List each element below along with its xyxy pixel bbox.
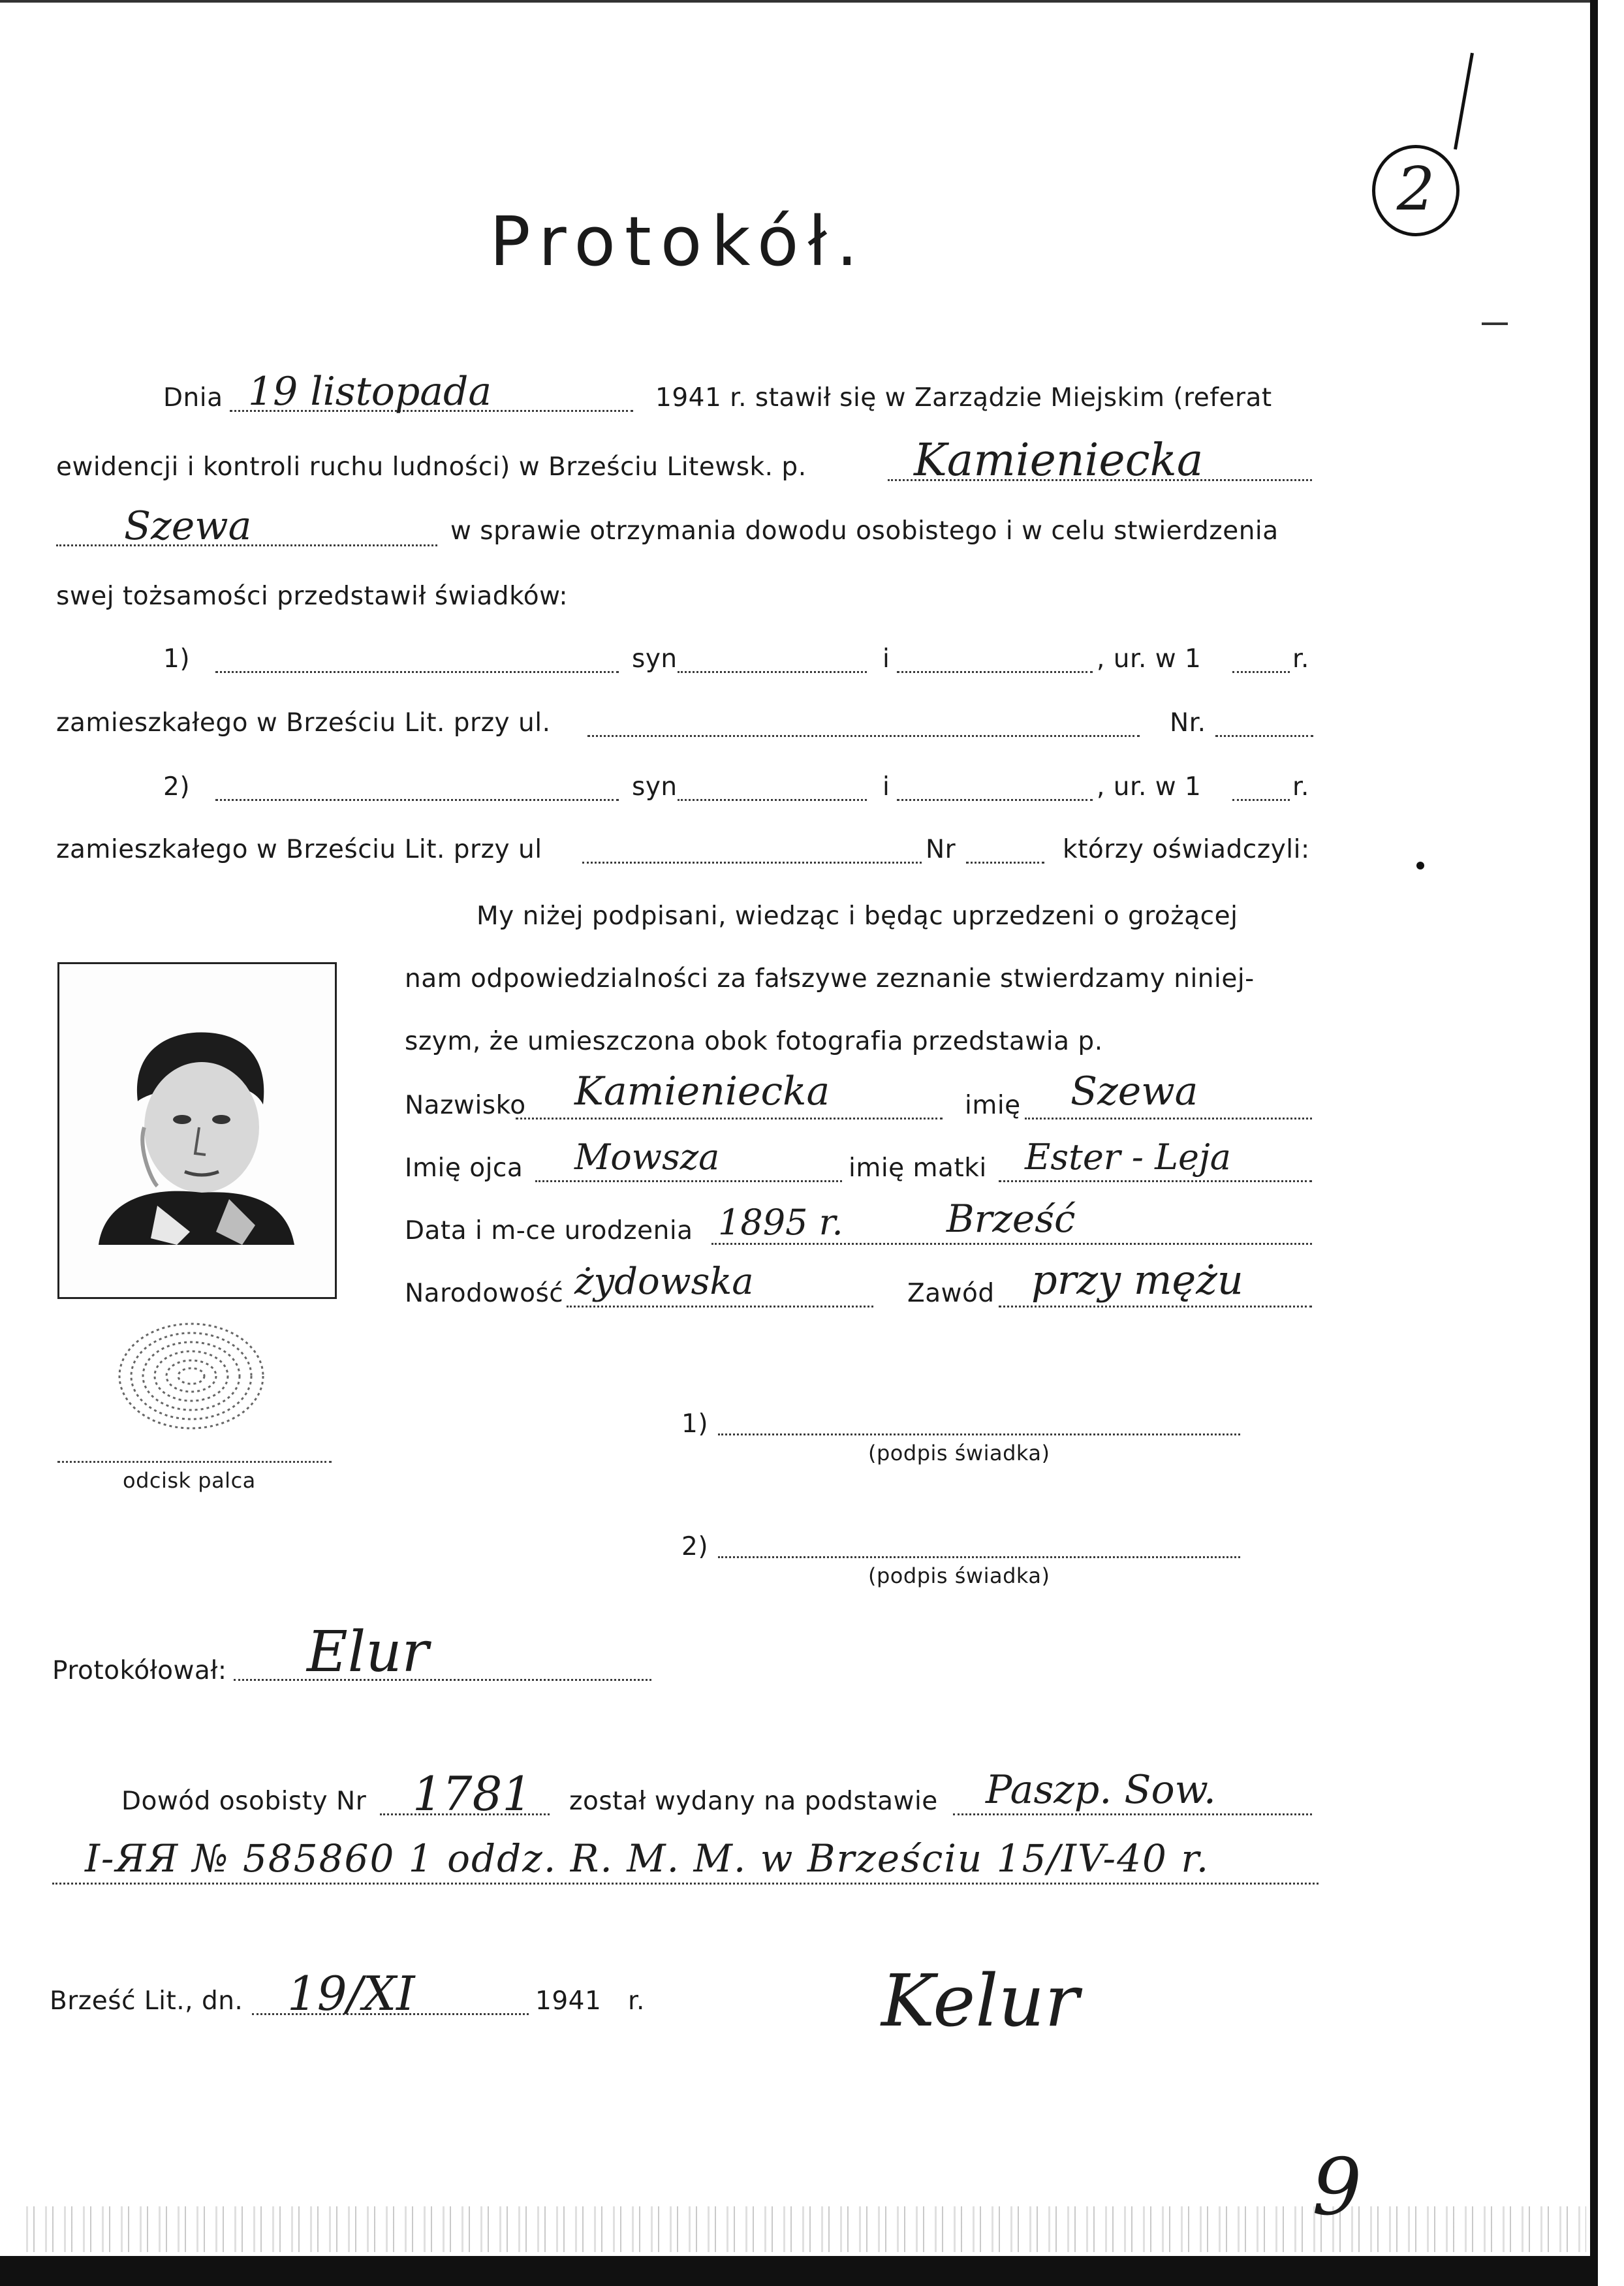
imie-value: Szewa bbox=[1070, 1069, 1198, 1114]
official-signature: Kelur bbox=[881, 1959, 1079, 2043]
witness1-i: i bbox=[882, 644, 890, 674]
witness1-syn: syn bbox=[632, 644, 678, 674]
dowod-details: I-ЯЯ № 585860 1 oddz. R. M. M. w Brześciu 15/IV-40 r. bbox=[85, 1836, 1210, 1881]
declaration-line3: szym, że umieszczona obok fotografia przedstawia p. bbox=[405, 1027, 1103, 1056]
witness2-father-line bbox=[678, 799, 867, 801]
signature1-line bbox=[718, 1433, 1240, 1435]
line4-text: swej tożsamości przedstawił świadków: bbox=[56, 582, 569, 611]
declaration-line1: My niżej podpisani, wiedząc i będąc uprzedzeni o grożącej bbox=[476, 901, 1238, 931]
witness2-number: 2) bbox=[163, 772, 191, 802]
witness2-ur: , ur. w 1 bbox=[1097, 772, 1202, 802]
narodowosc-line bbox=[567, 1306, 873, 1307]
matki-label: imię matki bbox=[849, 1153, 987, 1183]
witness2-mother-line bbox=[897, 799, 1093, 801]
id-photograph bbox=[57, 962, 337, 1299]
dowod-line2 bbox=[52, 1883, 1319, 1885]
footer-date: 19/XI bbox=[287, 1966, 415, 2021]
witness1-nr: Nr. bbox=[1170, 708, 1206, 738]
signature2-line bbox=[718, 1556, 1240, 1558]
witness2-year-line bbox=[1232, 799, 1290, 801]
dowod-number: 1781 bbox=[413, 1766, 533, 1821]
witness1-mother-line bbox=[897, 671, 1093, 673]
place-label: Brześć Lit., dn. bbox=[50, 1986, 243, 2016]
witness2-syn: syn bbox=[632, 772, 678, 802]
ktorzy-text: którzy oświadczyli: bbox=[1063, 835, 1310, 864]
year-text: 1941 r. stawił się w Zarządzie Miejskim (referat bbox=[655, 383, 1272, 413]
ojca-line bbox=[535, 1180, 842, 1182]
signature2-number: 2) bbox=[681, 1532, 709, 1561]
dowod-label: Dowód osobisty Nr bbox=[121, 1787, 367, 1816]
portrait-photo bbox=[59, 964, 335, 1297]
miejsce-urodzenia-value: Brześć bbox=[946, 1197, 1076, 1241]
dowod-basis: Paszp. Sow. bbox=[986, 1767, 1216, 1813]
zawod-line bbox=[999, 1306, 1312, 1307]
page-mark: 9 bbox=[1312, 2142, 1362, 2233]
witness2-r: r. bbox=[1292, 772, 1309, 802]
line2-text: ewidencji i kontroli ruchu ludności) w Brześciu Litewsk. p. bbox=[56, 452, 807, 482]
fingerprint-line bbox=[57, 1461, 332, 1463]
ojca-value: Mowsza bbox=[574, 1136, 720, 1178]
declaration-line2: nam odpowiedzialności za fałszywe zeznanie stwierdzamy niniej- bbox=[405, 964, 1255, 994]
imie-label: imię bbox=[965, 1091, 1021, 1120]
scan-bottom-edge bbox=[0, 2256, 1598, 2286]
signature1-caption: (podpis świadka) bbox=[868, 1441, 1050, 1465]
witness1-nr-line bbox=[1215, 735, 1313, 737]
dnia-label: Dnia bbox=[163, 383, 223, 413]
ojca-label: Imię ojca bbox=[405, 1153, 523, 1183]
surname-handwritten: Kamieniecka bbox=[914, 435, 1204, 486]
dowod-basis-line bbox=[953, 1813, 1312, 1815]
witness1-address-label: zamieszkałego w Brześciu Lit. przy ul. bbox=[56, 708, 551, 738]
matki-value: Ester - Leja bbox=[1025, 1136, 1231, 1178]
witness1-year-line bbox=[1232, 671, 1290, 673]
narodowosc-label: Narodowość bbox=[405, 1279, 564, 1308]
witness1-r: r. bbox=[1292, 644, 1309, 674]
nazwisko-value: Kamieniecka bbox=[574, 1069, 830, 1114]
footer-r: r. bbox=[628, 1986, 645, 2016]
signature2-caption: (podpis świadka) bbox=[868, 1563, 1050, 1588]
fingerprint-impression bbox=[110, 1311, 273, 1441]
fingerprint-caption: odcisk palca bbox=[123, 1468, 256, 1493]
witness2-i: i bbox=[882, 772, 890, 802]
zawod-label: Zawód bbox=[907, 1279, 995, 1308]
data-urodzenia-value: 1895 r. bbox=[718, 1202, 843, 1243]
witness2-nr: Nr bbox=[926, 835, 956, 864]
dowod-issued-text: został wydany na podstawie bbox=[569, 1787, 938, 1816]
witness2-nr-line bbox=[966, 862, 1044, 864]
nazwisko-label: Nazwisko bbox=[405, 1091, 526, 1120]
margin-dot bbox=[1416, 862, 1424, 869]
matki-line bbox=[999, 1180, 1312, 1182]
witness1-name-line bbox=[215, 671, 619, 673]
scan-right-edge bbox=[1590, 0, 1598, 2286]
protokolowal-signature: Elur bbox=[307, 1620, 429, 1685]
witness2-street-line bbox=[582, 862, 922, 864]
protokolowal-label: Protokółował: bbox=[52, 1656, 227, 1685]
footer-year: 1941 bbox=[535, 1986, 602, 2016]
imie-line bbox=[1025, 1118, 1312, 1120]
nazwisko-line bbox=[516, 1118, 943, 1120]
witness1-street-line bbox=[587, 735, 1140, 737]
scan-top-edge bbox=[0, 0, 1598, 3]
witness1-ur: , ur. w 1 bbox=[1097, 644, 1202, 674]
witness2-address-label: zamieszkałego w Brześciu Lit. przy ul bbox=[56, 835, 542, 864]
circled-page-number: 2 bbox=[1372, 145, 1460, 236]
zawod-value: przy mężu bbox=[1031, 1256, 1243, 1304]
protokolowal-line bbox=[234, 1679, 651, 1681]
document-title: Protokół. bbox=[490, 202, 867, 281]
data-urodzenia-line bbox=[711, 1243, 1312, 1245]
witness1-number: 1) bbox=[163, 644, 191, 674]
signature1-number: 1) bbox=[681, 1409, 709, 1439]
data-urodzenia-label: Data i m-ce urodzenia bbox=[405, 1216, 693, 1245]
margin-dash bbox=[1482, 322, 1508, 325]
witness2-name-line bbox=[215, 799, 619, 801]
narodowosc-value: żydowska bbox=[574, 1260, 754, 1303]
name-handwritten: Szewa bbox=[124, 503, 252, 549]
pen-stroke bbox=[1454, 53, 1474, 150]
fingerprint bbox=[110, 1311, 273, 1441]
witness1-father-line bbox=[678, 671, 867, 673]
date-handwritten: 19 listopada bbox=[248, 369, 492, 415]
line3-text: w sprawie otrzymania dowodu osobistego i w celu stwierdzenia bbox=[450, 516, 1279, 546]
